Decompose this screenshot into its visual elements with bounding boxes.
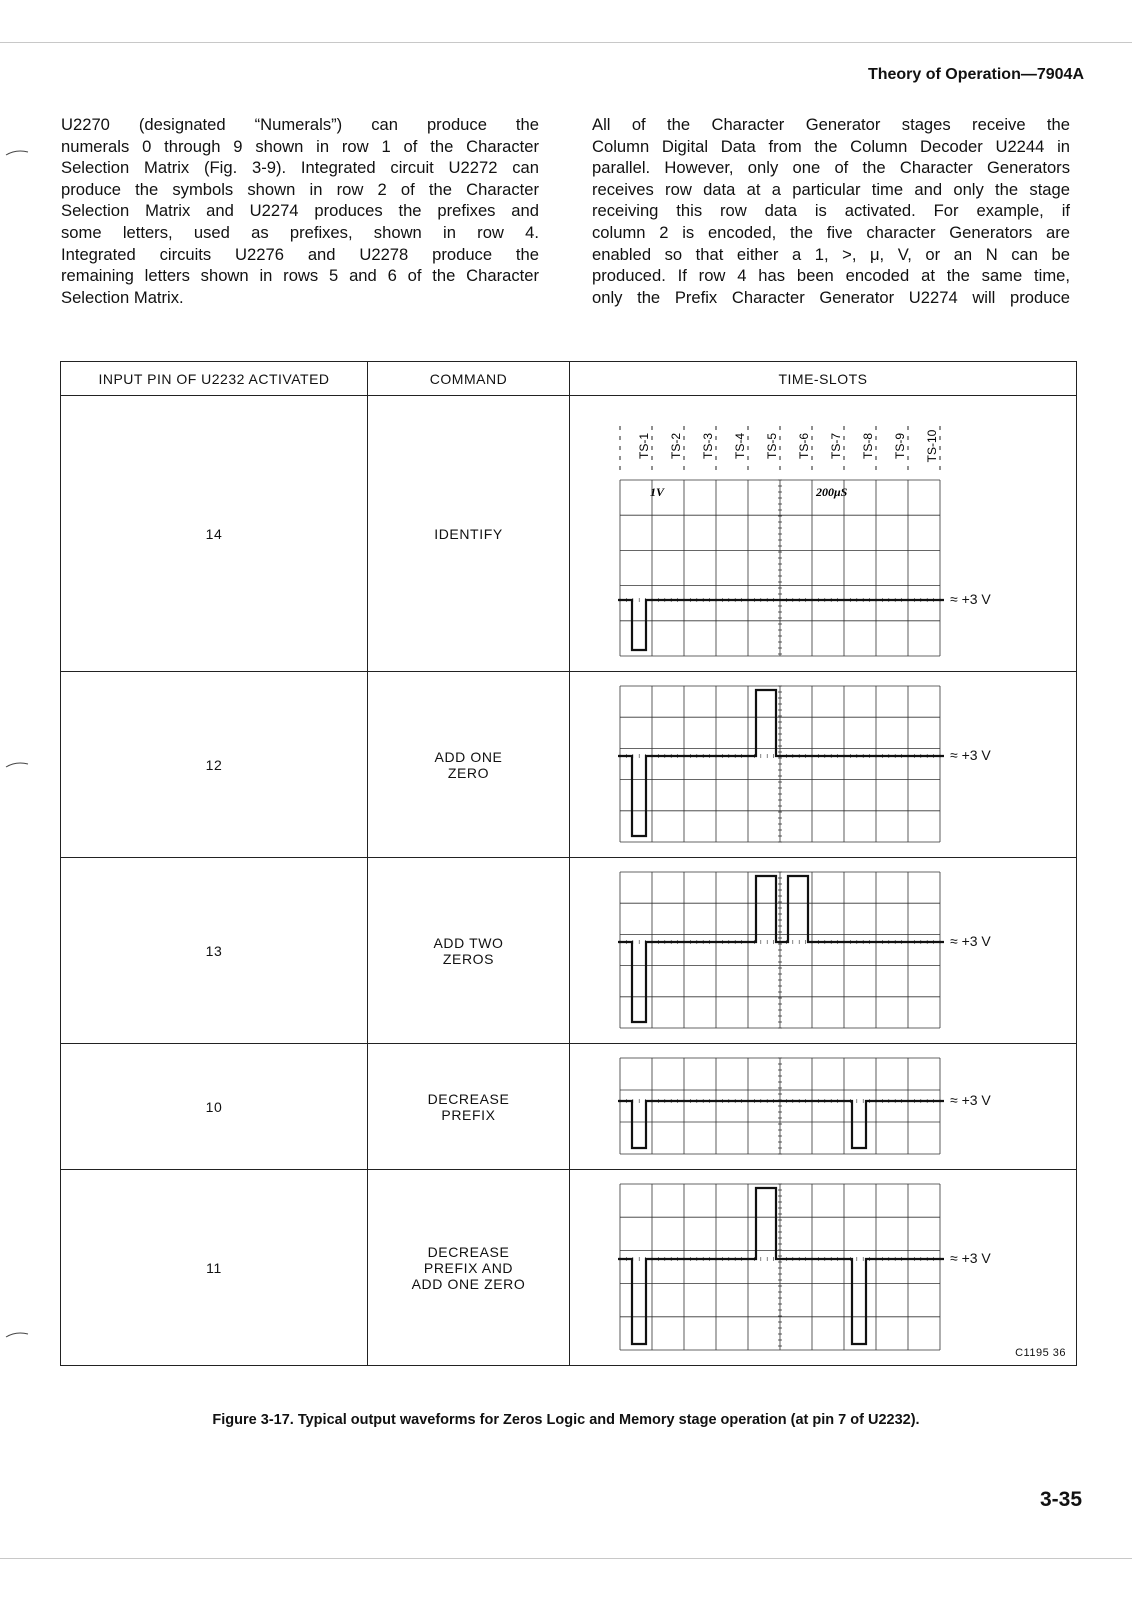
running-header: Theory of Operation—7904A [867,66,1084,83]
input-pin-cell: 10 [61,1044,368,1170]
text-line: All of the Character Generator stages receive the [592,115,1070,134]
table-row [61,1170,1077,1366]
text-line: remaining letters shown in rows 5 and 6 of the Character [61,266,539,286]
voltage-level-label: ≈ +3 V [950,747,991,763]
text-line: only the Prefix Character Generator U2274 will produce [592,287,1070,307]
header-input-pin: INPUT PIN OF U2232 ACTIVATED [61,362,368,396]
voltage-level-label: ≈ +3 V [950,1250,991,1266]
waveform-cell [570,858,1077,1044]
command-line: ADD ONE [434,748,503,765]
command-cell [368,672,570,858]
time-slot-label: TS-5 [765,432,779,460]
command-cell [368,858,570,1044]
waveform-path [618,1188,944,1344]
command-cell [368,1170,570,1366]
time-slot-label: TS-1 [637,432,651,460]
time-slot-label: TS-4 [733,432,747,460]
table-row [61,672,1077,858]
time-slot-label: TS-9 [893,432,907,460]
time-slot-label: TS-6 [797,432,811,460]
time-slot-label: TS-10 [925,429,939,463]
oscilloscope-trace [570,1044,1075,1168]
voltage-level-label: ≈ +3 V [950,591,991,607]
text-line: enabled so that either a 1, >, μ, V, or an N can be [592,244,1070,264]
command-line: PREFIX AND [423,1259,514,1276]
text-line: receives row data at a particular time and only the stage [592,179,1070,199]
oscilloscope-trace [570,396,1075,670]
command-line: DECREASE [427,1243,510,1260]
time-per-div-label: 200μS [816,485,848,499]
waveform-cell [570,396,1077,672]
text-line: Integrated circuits U2276 and U2278 produce the [61,244,539,264]
voltage-level-label: ≈ +3 V [950,933,991,949]
text-line: receiving this row data is activated. For example, if [592,201,1070,221]
command-line: ADD ONE ZERO [411,1275,526,1292]
waveform-cell [570,672,1077,858]
margin-mark [4,760,32,770]
text-line: Selection Matrix (Fig. 3-9). Integrated circuit U2272 can [61,158,539,178]
margin-mark [4,148,32,158]
text-line: Selection Matrix. [61,287,184,307]
input-pin-cell: 12 [61,672,368,858]
text-line: parallel. However, only one of the Character Generators [592,158,1070,178]
oscilloscope-trace [570,858,1075,1042]
oscilloscope-trace [570,1170,1075,1364]
command-line: IDENTIFY [434,525,503,542]
command-cell [368,1044,570,1170]
voltage-level-label: ≈ +3 V [950,1092,991,1108]
waveform-figure-table [60,361,1077,1366]
text-line: numerals 0 through 9 shown in row 1 of the Character [61,136,539,156]
text-line: Column Digital Data from the Column Decoder U2244 in [592,136,1070,156]
waveform-path [618,600,944,650]
command-line: ZERO [447,764,490,781]
figure-id: C1195 36 [1015,1347,1066,1359]
time-slot-label: TS-7 [829,432,843,460]
table-row [61,1044,1077,1170]
text-line: U2270 (designated “Numerals”) can produce the [61,115,539,134]
page-number: 3-35 [1039,1488,1082,1511]
margin-mark [4,1330,32,1340]
time-slot-label: TS-8 [861,432,875,460]
waveform-path [618,690,944,836]
command-line: ADD TWO [433,934,504,951]
command-line: DECREASE [427,1090,510,1107]
waveform-cell [570,1170,1077,1366]
waveform-cell [570,1044,1077,1170]
oscilloscope-trace [570,672,1075,856]
text-line: produced. If row 4 has been encoded at the same time, [592,266,1070,286]
bottom-rule [0,1558,1132,1559]
header-command: COMMAND [368,362,570,396]
text-line: some letters, used as prefixes, shown in row 4. [61,222,539,242]
table-row [61,858,1077,1044]
time-slot-label: TS-3 [701,432,715,460]
body-text-left-column [61,114,539,308]
top-rule [0,42,1132,43]
input-pin-cell: 13 [61,858,368,1044]
text-line: column 2 is encoded, the five character Generators are [592,222,1070,242]
input-pin-cell: 11 [61,1170,368,1366]
text-line: produce the symbols shown in row 2 of the Character [61,179,539,199]
table-row [61,396,1077,672]
figure-caption: Figure 3-17. Typical output waveforms for Zeros Logic and Memory stage operation (at pin 7 of U2232). [212,1412,920,1428]
command-line: ZEROS [442,950,495,967]
text-line: Selection Matrix and U2274 produces the prefixes and [61,201,539,221]
command-cell [368,396,570,672]
waveform-path [618,1101,944,1148]
command-line: PREFIX [441,1106,496,1123]
waveform-path [618,876,944,1022]
input-pin-cell: 14 [61,396,368,672]
time-slot-label: TS-2 [669,432,683,460]
body-text-right-column [592,114,1070,308]
header-time-slots: TIME-SLOTS [570,362,1077,396]
volts-per-div-label: 1V [650,485,665,499]
